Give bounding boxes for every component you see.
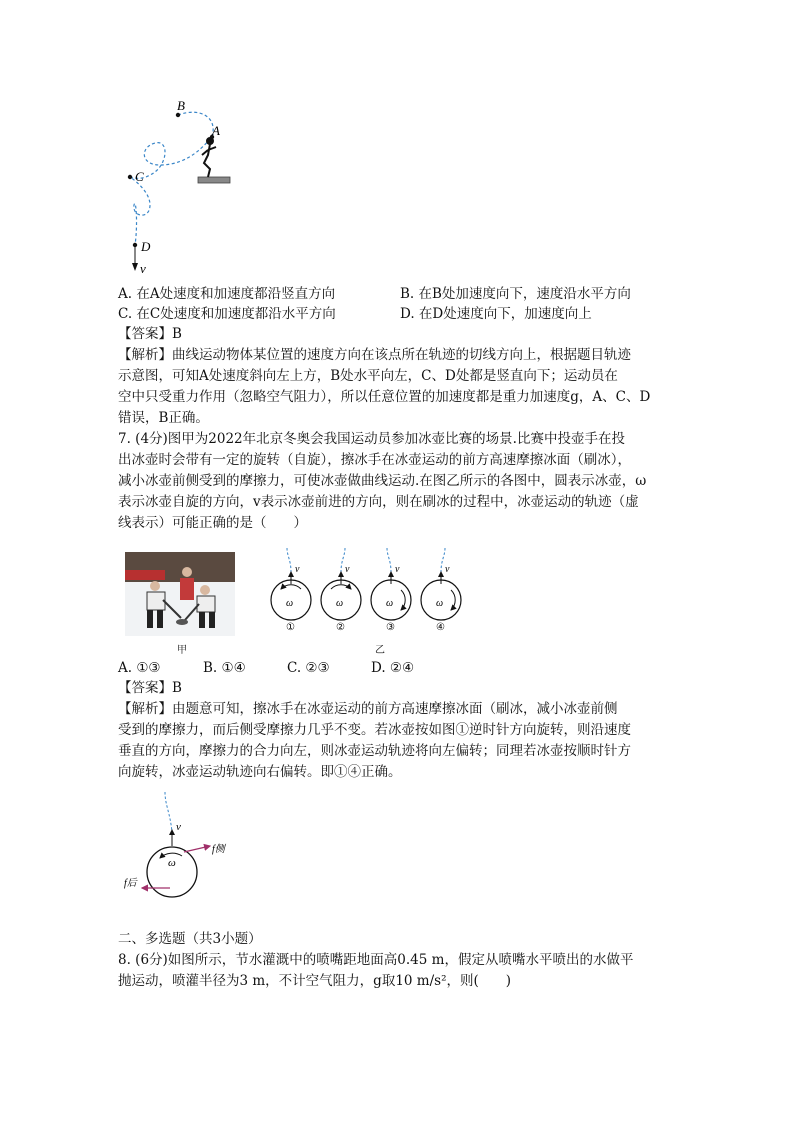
- circle2-v: v: [345, 564, 350, 575]
- label-b: B: [177, 98, 185, 113]
- q6-option-d: D. 在D处速度向下，加速度向上: [400, 306, 592, 322]
- diver-icon: [202, 138, 216, 177]
- q8-stem-line: 8. (6分)如图所示，节水灌溉中的喷嘴距地面高0.45 m，假定从喷嘴水平喷出的水做平: [118, 952, 634, 968]
- q7-stem-line: 出冰壶时会带有一定的旋转（自旋），擦冰手在冰壶运动的前方高速摩擦冰面（刷冰），: [118, 452, 631, 468]
- q7-answer: 【答案】B: [118, 680, 182, 696]
- circle3-num: ③: [386, 622, 395, 633]
- circle1-omega: ω: [286, 598, 294, 609]
- q7-analysis-line: 向旋转，冰壶运动轨迹向右偏转。即①④正确。: [118, 764, 402, 780]
- section-title: 二、多选题（共3小题）: [118, 931, 262, 947]
- circle3-v: v: [395, 564, 400, 575]
- q7-analysis-line: 受到的摩擦力，而后侧受摩擦力几乎不变。若冰壶按如图①逆时针方向旋转，则沿速度: [118, 722, 631, 738]
- circle1-num: ①: [286, 622, 295, 633]
- q6-analysis-line: 错误，B正确。: [118, 410, 209, 426]
- q8-stem-line: 抛运动，喷灌半径为3 m，不计空气阻力，g取10 m/s²，则( ): [118, 973, 512, 989]
- fig3-v: v: [176, 821, 181, 833]
- q6-option-a: A. 在A处速度和加速度都沿竖直方向: [118, 286, 336, 302]
- caption-yi: 乙: [375, 645, 385, 656]
- q6-analysis-line: 空中只受重力作用（忽略空气阻力），所以任意位置的加速度都是重力加速度g，A、C、D: [118, 389, 651, 405]
- circle2-omega: ω: [336, 598, 344, 609]
- fig3-f-front: f侧: [212, 844, 225, 855]
- circle4-v: v: [445, 564, 450, 575]
- label-d: D: [141, 239, 151, 254]
- q7-option-a: A. ①③: [118, 660, 161, 676]
- q7-option-b: B. ①④: [203, 660, 246, 676]
- q7-stem-line: 7. (4分)图甲为2022年北京冬奥会我国运动员参加冰壶比赛的场景.比赛中投壶手在投: [118, 431, 625, 447]
- q7-option-c: C. ②③: [287, 660, 330, 676]
- label-a: A: [212, 123, 220, 138]
- curling-photo: [125, 552, 235, 636]
- fig3-f-back: f后: [124, 878, 137, 889]
- label-v: v: [140, 261, 146, 276]
- q7-stem-line: 减小冰壶前侧受到的摩擦力，可使冰壶做曲线运动.在图乙所示的各图中，圆表示冰壶，ω: [118, 473, 647, 489]
- q7-analysis-line: 垂直的方向，摩擦力的合力向左，则冰壶运动轨迹将向左偏转；同理若冰壶按顺时针方: [118, 743, 631, 759]
- q7-analysis-line: 【解析】由题意可知，擦冰手在冰壶运动的前方高速摩擦冰面（刷冰，减小冰壶前侧: [118, 701, 618, 717]
- circle2-num: ②: [336, 622, 345, 633]
- q7-stem-line: 表示冰壶自旋的方向，v表示冰壶前进的方向，则在刷冰的过程中，冰壶运动的轨迹（虚: [118, 494, 639, 510]
- q6-option-c: C. 在C处速度和加速度都沿水平方向: [118, 306, 336, 322]
- label-c: C: [135, 169, 144, 184]
- q7-option-d: D. ②④: [371, 660, 415, 676]
- trajectory-figure: [120, 95, 270, 280]
- curling-diagram: [265, 544, 465, 634]
- circle4-omega: ω: [436, 598, 444, 609]
- caption-jia: 甲: [177, 645, 187, 656]
- circle1-v: v: [295, 564, 300, 575]
- circle4-num: ④: [436, 622, 445, 633]
- fig3-omega: ω: [168, 857, 176, 869]
- circle3-omega: ω: [386, 598, 394, 609]
- friction-diagram: [120, 790, 250, 900]
- q7-stem-line: 线表示）可能正确的是（ ）: [118, 515, 307, 531]
- q6-analysis-line: 示意图，可知A处速度斜向左上方，B处水平向左，C、D处都是竖直向下；运动员在: [118, 368, 618, 384]
- q6-analysis-line: 【解析】曲线运动物体某位置的速度方向在该点所在轨迹的切线方向上，根据题目轨迹: [118, 347, 631, 363]
- platform: [198, 177, 230, 183]
- q6-option-b: B. 在B处加速度向下，速度沿水平方向: [400, 286, 631, 302]
- q6-answer: 【答案】B: [118, 326, 182, 342]
